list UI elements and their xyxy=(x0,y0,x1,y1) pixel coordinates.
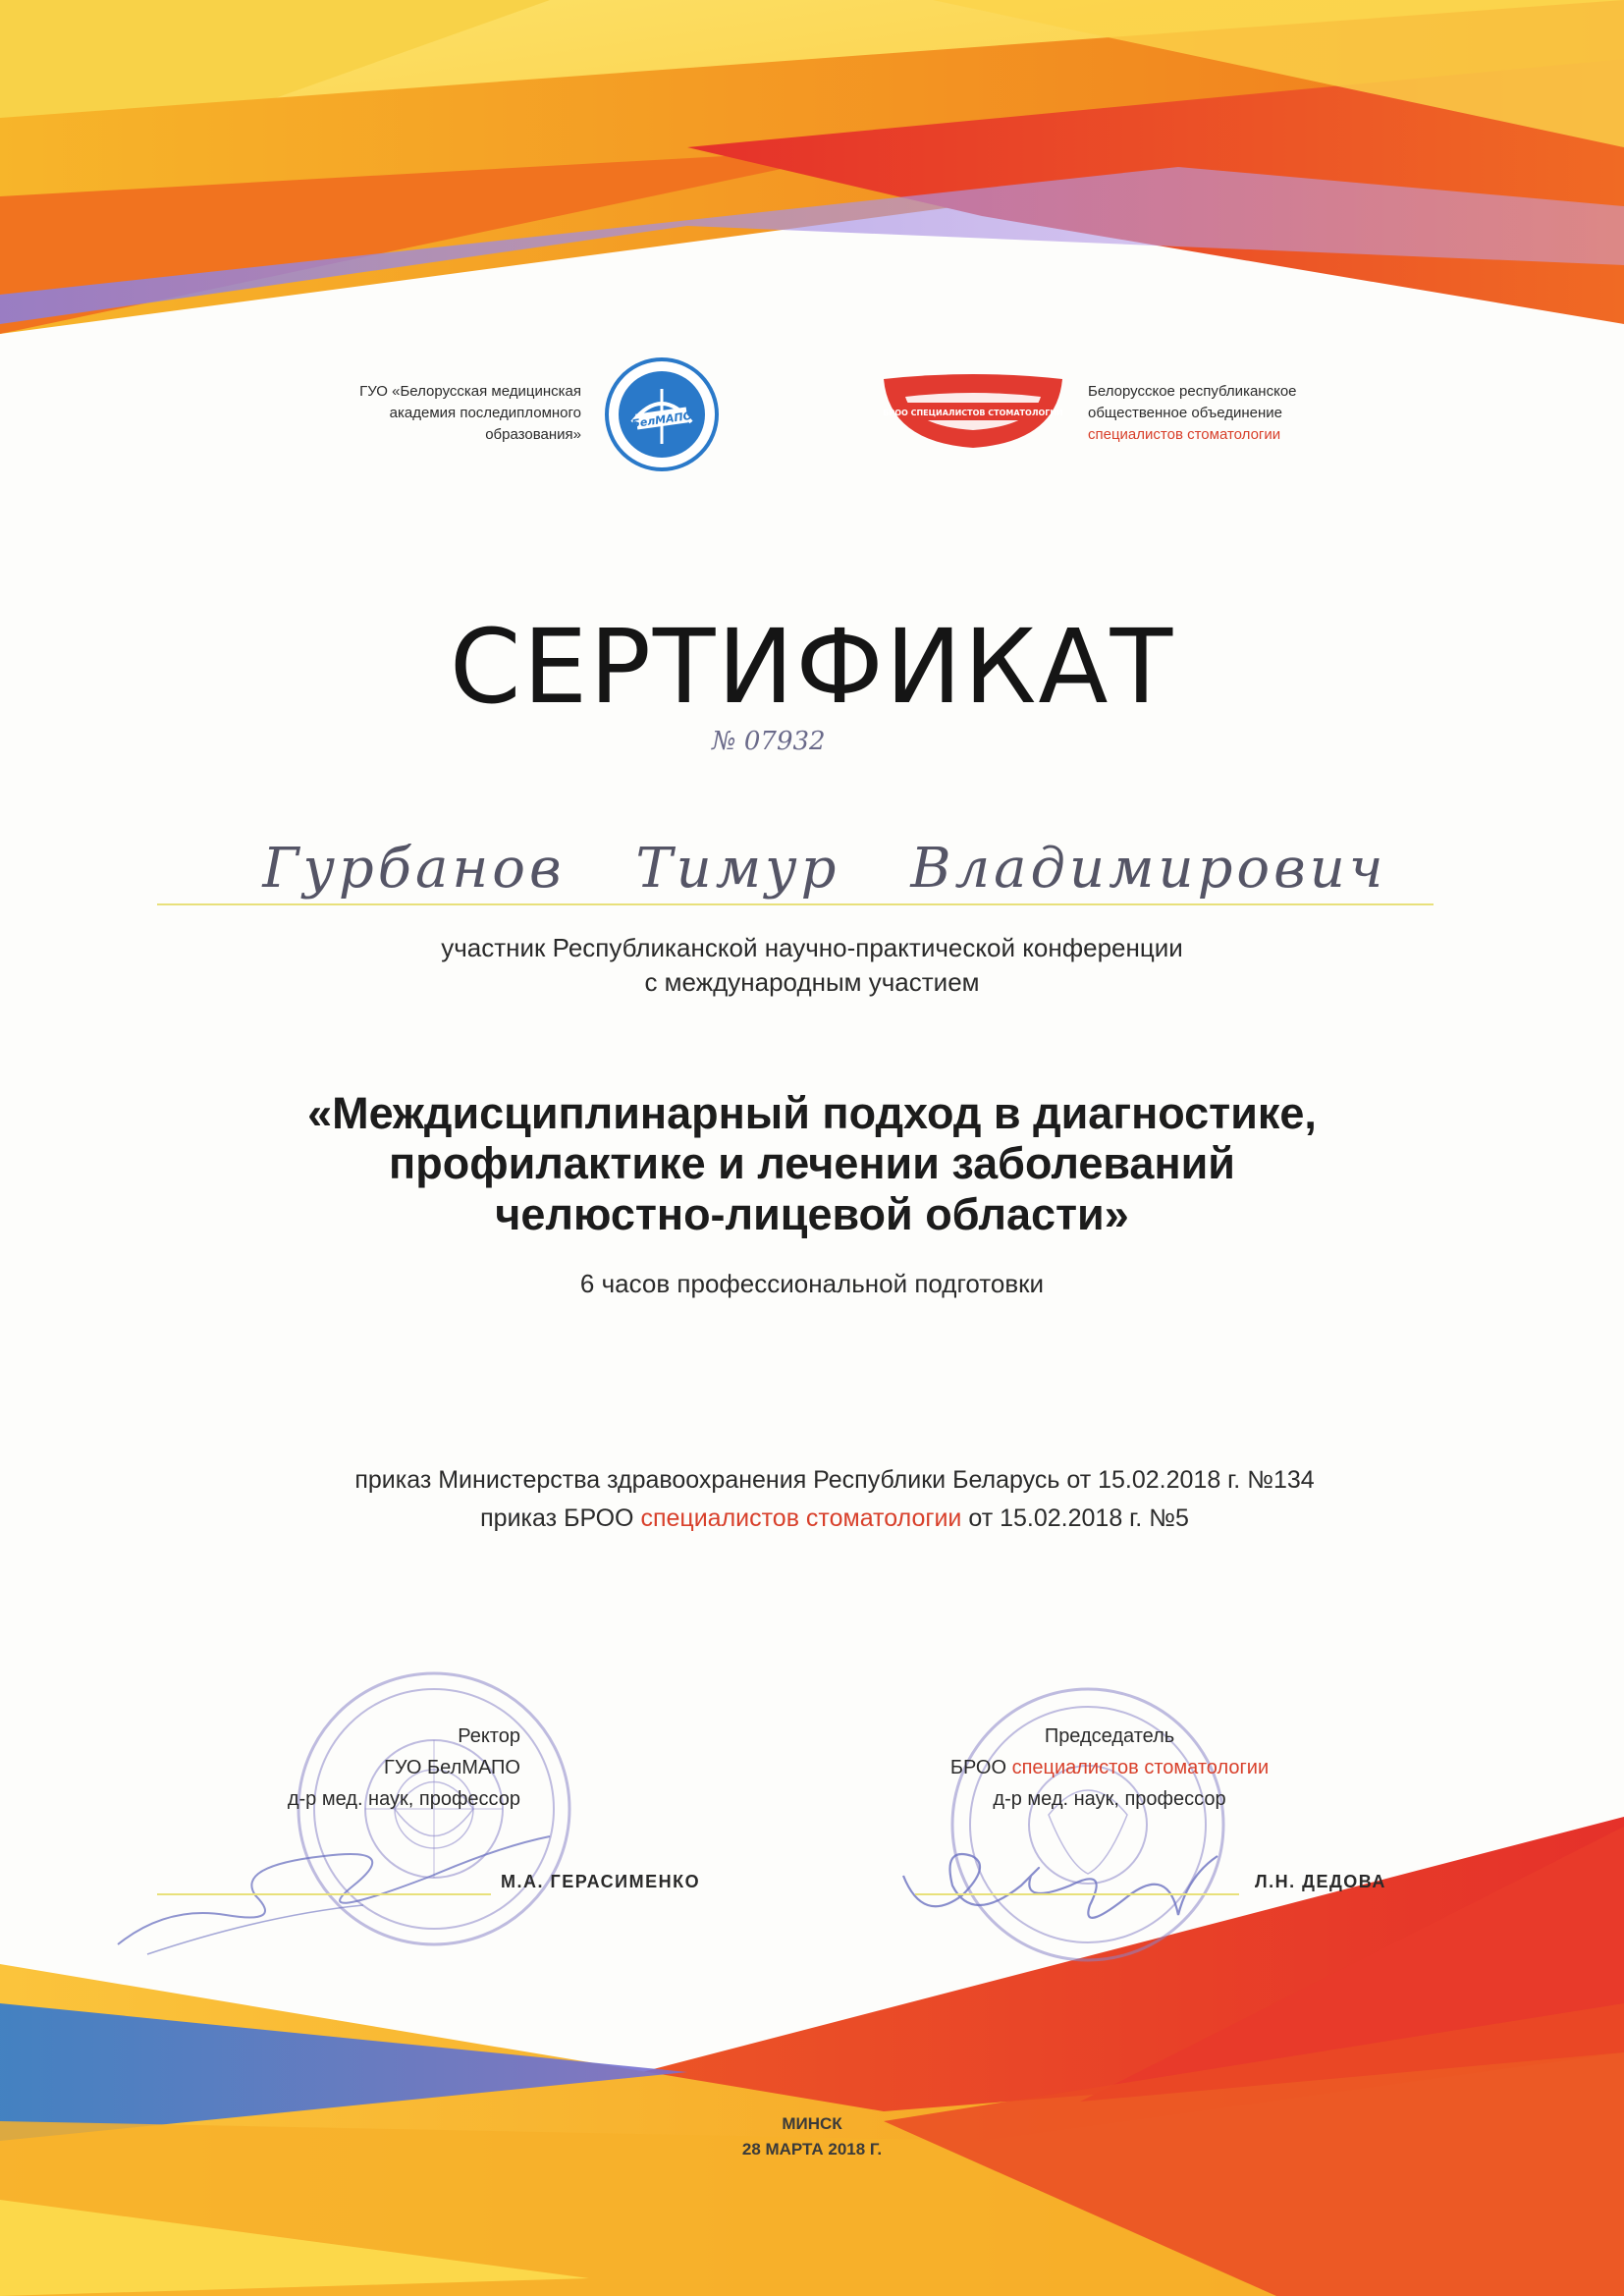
left-org-line3: образования» xyxy=(485,425,581,443)
right-signature-line xyxy=(915,1893,1239,1895)
order-broo-suffix: от 15.02.2018 г. №5 xyxy=(968,1503,1189,1532)
right-sig-degree: д-р мед. наук, профессор xyxy=(993,1788,1226,1810)
left-sig-org: ГУО БелМАПО xyxy=(384,1757,520,1778)
training-hours: 6 часов профессиональной подготовки xyxy=(579,1269,1045,1298)
right-sig-org-prefix: БРОО xyxy=(949,1757,1006,1778)
broo-logo xyxy=(880,373,1066,452)
right-sig-org xyxy=(893,1752,1326,1783)
left-handwritten-signature xyxy=(108,1797,560,1964)
left-org-line1: ГУО «Белорусская медицинская xyxy=(359,383,581,400)
conference-line1: «Междисциплинарный подход в диагностике, xyxy=(307,1088,1317,1138)
right-organization-name xyxy=(1088,381,1382,445)
belmapo-logo xyxy=(603,355,721,473)
orders-block xyxy=(245,1461,1424,1538)
right-logo-text: БРОО СПЕЦИАЛИСТОВ СТОМАТОЛОГИИ xyxy=(883,409,1063,417)
right-org-line2: общественное объединение xyxy=(1088,404,1282,421)
participant-description xyxy=(0,931,1624,1000)
order-broo-highlight: специалистов стоматологии xyxy=(640,1503,962,1532)
left-sig-title: Ректор xyxy=(458,1725,520,1747)
issue-city: МИНСК xyxy=(782,2114,842,2133)
recipient-name: Гурбанов Тимур Владимирович xyxy=(262,837,1387,901)
left-signatory xyxy=(147,1721,520,1815)
right-sig-org-highlight: специалистов стоматологии xyxy=(1011,1757,1270,1778)
right-sig-title: Председатель xyxy=(1044,1725,1175,1747)
order-broo-prefix: приказ БРОО xyxy=(480,1503,634,1532)
left-org-line2: академия последипломного xyxy=(389,404,581,421)
right-org-line1: Белорусское республиканское xyxy=(1088,383,1297,400)
right-signatory-name: Л.Н. ДЕДОВА xyxy=(1255,1872,1386,1891)
conference-line3: челюстно-лицевой области» xyxy=(495,1188,1129,1239)
issue-date: 28 МАРТА 2018 Г. xyxy=(741,2140,883,2159)
right-org-line3: специалистов стоматологии xyxy=(1088,425,1281,443)
order-broo xyxy=(245,1500,1424,1538)
left-organization-name xyxy=(295,381,581,445)
participant-line2: с международным участием xyxy=(644,967,980,998)
recipient-underline xyxy=(157,903,1434,905)
issue-place-date xyxy=(0,2111,1624,2163)
order-ministry: приказ Министерства здравоохранения Республики Беларусь от 15.02.2018 г. №134 xyxy=(354,1466,1315,1494)
left-signature-line xyxy=(157,1893,491,1895)
left-signatory-name: М.А. ГЕРАСИМЕНКО xyxy=(501,1872,701,1891)
conference-title xyxy=(0,1088,1624,1239)
participant-line1: участник Республиканской научно-практической конференции xyxy=(441,933,1183,962)
certificate-number: № 07932 xyxy=(712,727,826,756)
conference-line2: профилактике и лечении заболеваний xyxy=(389,1138,1235,1189)
top-decorative-band xyxy=(0,0,1624,432)
left-sig-degree: д-р мед. наук, профессор xyxy=(287,1788,520,1810)
right-handwritten-signature xyxy=(884,1817,1237,1944)
left-logo-text: БелМАПО xyxy=(630,409,693,431)
right-signatory xyxy=(893,1721,1326,1815)
certificate-title: СЕРТИФИКАТ xyxy=(449,607,1175,727)
